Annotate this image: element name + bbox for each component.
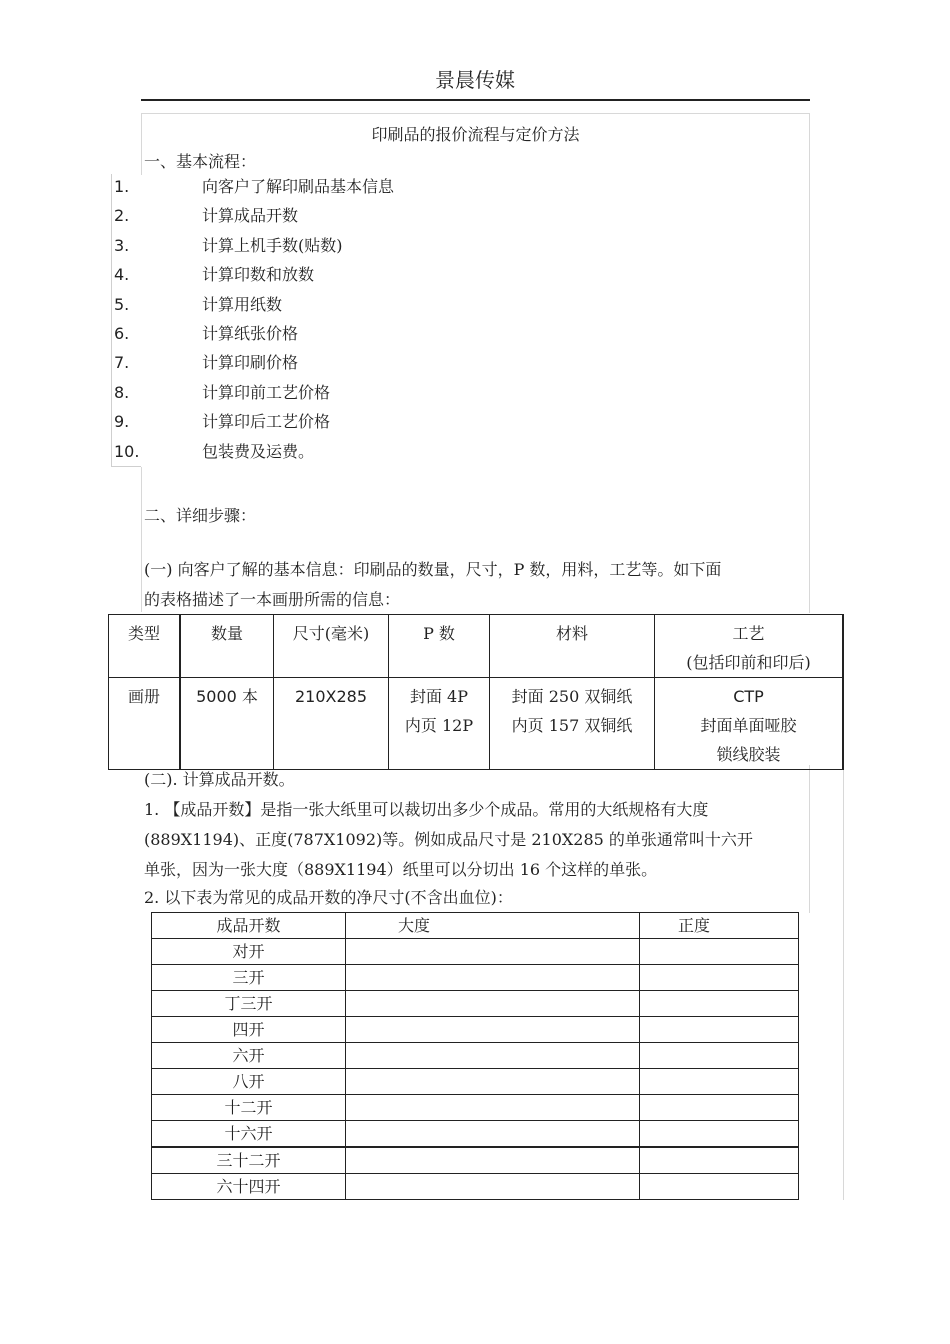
info-table: [108, 614, 844, 770]
step-list: [111, 172, 411, 466]
size-header-kai: 成品开数: [152, 913, 346, 939]
size-cell-dadu: [346, 991, 640, 1017]
table-row: [152, 1174, 799, 1200]
size-row-label: 八开: [152, 1069, 346, 1095]
size-cell-dadu: [346, 1043, 640, 1069]
size-cell-dadu: [346, 1069, 640, 1095]
list-item: 8. 计算印前工艺价格: [114, 382, 331, 402]
section1-heading: 一、基本流程：: [144, 152, 257, 171]
frame-line-far-right: [843, 765, 844, 1200]
size-cell-zhengdu: [640, 1043, 799, 1069]
size-cell-zhengdu: [640, 1147, 799, 1174]
header-title: 景晨传媒: [435, 68, 515, 92]
header-type: 类型: [109, 615, 181, 678]
size-cell-zhengdu: [640, 1069, 799, 1095]
size-row-label: 三十二开: [152, 1147, 346, 1174]
frame-line-right: [809, 113, 810, 613]
cell-material-cover: 封面 250 双铜纸: [511, 687, 633, 706]
list-item: 2. 计算成品开数: [114, 206, 299, 226]
part2-p2: 2. 以下表为常见的成品开数的净尺寸(不含出血位)：: [144, 888, 513, 907]
cell-pages: [389, 678, 490, 770]
part1-line2: 的表格描述了一本画册所需的信息：: [144, 590, 401, 609]
cell-process-binding: 锁线胶装: [716, 745, 781, 764]
size-table: [151, 912, 799, 1200]
size-row-label: 四开: [152, 1017, 346, 1043]
table-row: [152, 939, 799, 965]
part1-line1: (一) 向客户了解的基本信息：印刷品的数量，尺寸，P 数，用料，工艺等。如下面: [144, 560, 722, 579]
document-title: 印刷品的报价流程与定价方法: [371, 125, 580, 144]
header-pages: P 数: [389, 615, 490, 678]
header-quantity: 数量: [180, 615, 274, 678]
list-item: 1. 向客户了解印刷品基本信息: [114, 177, 395, 196]
size-cell-zhengdu: [640, 1174, 799, 1200]
size-row-label: 对开: [152, 939, 346, 965]
part2-p1-line1: 1. 【成品开数】是指一张大纸里可以裁切出多少个成品。常用的大纸规格有大度: [144, 800, 709, 819]
size-row-label: 十二开: [152, 1095, 346, 1121]
table-row: [152, 1147, 799, 1174]
cell-process: [655, 678, 844, 770]
header-material: 材料: [490, 615, 655, 678]
size-cell-zhengdu: [640, 939, 799, 965]
size-cell-dadu: [346, 1147, 640, 1174]
size-cell-zhengdu: [640, 1095, 799, 1121]
table-row: [152, 1121, 799, 1148]
size-row-label: 六十四开: [152, 1174, 346, 1200]
table-row: [152, 965, 799, 991]
frame-line-left-lower: [141, 467, 142, 612]
table-header-row: [109, 615, 844, 678]
header-size: 尺寸(毫米): [274, 615, 389, 678]
table-row: [152, 1043, 799, 1069]
size-row-label: 十六开: [152, 1121, 346, 1148]
section2-heading: 二、详细步骤：: [144, 506, 257, 525]
frame-line-top: [141, 113, 810, 114]
header-process: [655, 615, 844, 678]
size-cell-zhengdu: [640, 1017, 799, 1043]
size-cell-dadu: [346, 1121, 640, 1148]
table-row: [152, 991, 799, 1017]
list-item: 4. 计算印数和放数: [114, 265, 315, 285]
list-item: 9. 计算印后工艺价格: [114, 412, 331, 432]
cell-pages-cover: 封面 4P: [409, 687, 469, 706]
cell-quantity: 5000 本: [180, 678, 274, 770]
size-cell-dadu: [346, 1017, 640, 1043]
list-item: 10. 包装费及运费。: [114, 441, 315, 461]
part2-heading: (二). 计算成品开数。: [144, 770, 295, 789]
header-process-line2: (包括印前和印后): [686, 653, 811, 672]
size-row-label: 三开: [152, 965, 346, 991]
part2-p1-line2: (889X1194)、正度(787X1092)等。例如成品尺寸是 210X285 的单张通常叫十六开: [144, 830, 753, 849]
list-border-bottom: [111, 466, 141, 467]
cell-process-ctp: CTP: [733, 687, 764, 706]
cell-type: 画册: [109, 678, 181, 770]
size-cell-zhengdu: [640, 965, 799, 991]
table-row: [152, 1017, 799, 1043]
cell-size: 210X285: [274, 678, 389, 770]
list-item: 6. 计算纸张价格: [114, 323, 299, 343]
header-rule: [141, 99, 810, 101]
cell-process-laminate: 封面单面哑胶: [700, 716, 797, 735]
size-header-dadu: 大度: [346, 913, 640, 939]
part2-p1-line3: 单张，因为一张大度（889X1194）纸里可以分切出 16 个这样的单张。: [144, 860, 658, 879]
table-header-row: [152, 913, 799, 939]
cell-pages-inner: 内页 12P: [404, 716, 474, 735]
size-cell-dadu: [346, 939, 640, 965]
list-item: 3. 计算上机手数(贴数): [114, 235, 343, 255]
header-process-line1: 工艺: [732, 624, 765, 643]
list-item: 7. 计算印刷价格: [114, 353, 299, 373]
size-cell-dadu: [346, 965, 640, 991]
size-row-label: 六开: [152, 1043, 346, 1069]
table-row: [109, 678, 844, 770]
cell-material-inner: 内页 157 双铜纸: [511, 716, 633, 735]
table-row: [152, 1095, 799, 1121]
size-cell-dadu: [346, 1095, 640, 1121]
size-cell-dadu: [346, 1174, 640, 1200]
table-row: [152, 1069, 799, 1095]
size-cell-zhengdu: [640, 1121, 799, 1148]
list-item: 5. 计算用纸数: [114, 294, 283, 314]
cell-material: [490, 678, 655, 770]
size-cell-zhengdu: [640, 991, 799, 1017]
size-row-label: 丁三开: [152, 991, 346, 1017]
size-header-zhengdu: 正度: [640, 913, 799, 939]
